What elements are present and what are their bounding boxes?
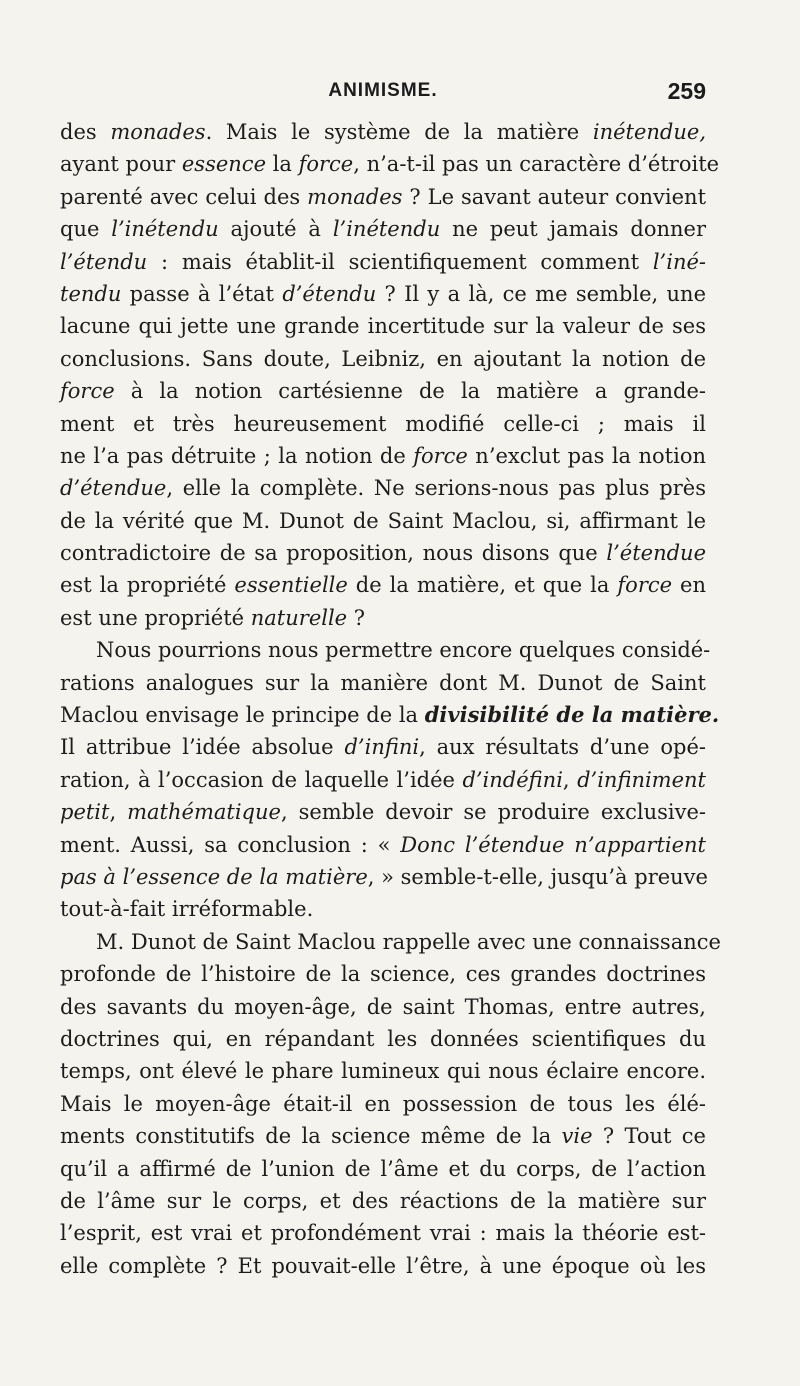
plain-text: ? Le savant auteur convient	[402, 184, 707, 209]
plain-text: ?	[347, 605, 366, 630]
emphasis-text: d’étendu	[282, 281, 377, 306]
text-line	[60, 375, 706, 407]
emphasis-text: monades	[307, 184, 403, 209]
emphasis-text: l’iné-	[652, 249, 706, 274]
text-line	[60, 829, 706, 861]
emphasis-text: monades	[110, 120, 206, 144]
body-text	[60, 116, 721, 1282]
plain-text: l’esprit, est vrai et profondément vrai : mais la théorie est-	[60, 1221, 706, 1246]
plain-text: , semble devoir se produire exclusive-	[280, 800, 706, 825]
plain-text: ration, à l’occasion de laquelle l’idée	[60, 767, 463, 792]
emphasis-text: l’inétendu	[332, 217, 441, 242]
text-line	[60, 958, 706, 990]
text-line	[60, 1185, 706, 1217]
emphasis-text: vie	[561, 1124, 593, 1149]
text-line	[60, 343, 706, 375]
plain-text: ? Tout ce	[592, 1124, 706, 1149]
text-line	[60, 246, 706, 278]
text-line	[60, 408, 706, 440]
plain-text: des savants du moyen-âge, de saint Thomas, entre autres,	[60, 994, 706, 1019]
text-line	[60, 731, 706, 763]
text-line	[60, 634, 711, 666]
plain-text: ment. Aussi, sa conclusion : «	[60, 832, 401, 857]
emphasis-text: pas à l’essence de la matière	[60, 864, 368, 889]
plain-text: est une propriété	[60, 605, 251, 630]
plain-text: ? Il y a là, ce me semble, une	[376, 281, 707, 306]
emphasis-text: petit	[60, 800, 110, 825]
plain-text: ,	[562, 767, 578, 792]
plain-text: ,	[109, 800, 128, 825]
plain-text: M. Dunot de Saint Maclou rappelle avec une connaissance	[96, 929, 721, 954]
emphasis-text: mathématique	[127, 800, 281, 825]
strong-text	[425, 702, 719, 727]
emphasis-text: naturelle	[250, 605, 348, 630]
plain-text: Nous pourrions nous permettre encore quelques considé-	[96, 638, 711, 663]
plain-text: à la notion cartésienne de la matière a grande-	[114, 379, 706, 404]
plain-text: en	[672, 573, 706, 598]
emphasis-text: force	[298, 152, 354, 177]
plain-text: . Mais le système de la matière	[205, 120, 593, 144]
plain-text: contradictoire de sa proposition, nous disons que	[60, 541, 607, 566]
text-line	[60, 893, 706, 925]
plain-text: ne peut jamais donner	[440, 217, 706, 242]
text-line	[60, 796, 706, 828]
plain-text: Il attribue l’idée absolue	[60, 735, 345, 760]
text-line	[60, 991, 706, 1023]
emphasis-text: essentielle	[234, 573, 348, 598]
text-line	[60, 602, 706, 634]
plain-text: ne l’a pas détruite ; la notion de	[60, 443, 414, 468]
text-line	[60, 699, 720, 731]
plain-text: ments constitutifs de la science même de la	[60, 1124, 562, 1149]
page-number: 259	[667, 78, 706, 104]
plain-text: n’exclut pas la notion	[467, 443, 706, 468]
text-line	[60, 148, 720, 180]
text-line	[60, 667, 706, 699]
plain-text: temps, ont élevé le phare lumineux qui nous éclaire encore.	[60, 1059, 706, 1084]
plain-text: , aux résultats d’une opé-	[419, 735, 706, 760]
plain-text: rations analogues sur la manière dont M. Dunot de Saint	[60, 670, 706, 695]
text-line	[60, 310, 706, 342]
emphasis-text: l’étendue	[606, 541, 706, 566]
plain-text: Maclou envisage le principe de la	[60, 703, 425, 728]
plain-text: profonde de l’histoire de la science, ces grandes doctrines	[60, 962, 706, 987]
text-line	[60, 278, 706, 310]
text-line	[60, 116, 706, 148]
text-line	[60, 861, 706, 893]
emphasis-text: l’étendu	[60, 249, 148, 274]
plain-text: passe à l’état	[121, 281, 283, 306]
plain-text: que	[60, 217, 112, 242]
plain-text: ajouté à	[218, 217, 333, 242]
emphasis-text: l’inétendu	[111, 217, 219, 242]
text-line	[60, 1153, 706, 1185]
text-line	[60, 1250, 706, 1282]
plain-text: doctrines qui, en répandant les données scientifiques du	[60, 1026, 706, 1051]
text-line	[60, 181, 706, 213]
text-line	[60, 1217, 706, 1249]
plain-text: de la vérité que M. Dunot de Saint Maclou, si, affirmant le	[60, 508, 706, 533]
page-header	[60, 80, 706, 110]
plain-text: ayant pour	[60, 152, 182, 177]
plain-text: lacune qui jette une grande incertitude sur la valeur de ses	[60, 314, 706, 339]
plain-text: la	[266, 152, 299, 177]
text-line	[60, 1088, 706, 1120]
plain-text: conclusions. Sans doute, Leibniz, en ajoutant la notion de	[60, 346, 706, 371]
plain-text: de l’âme sur le corps, et des réactions de la matière sur	[60, 1188, 706, 1213]
text-line	[60, 1055, 706, 1087]
plain-text: ment et très heureusement modifié celle-ci ; mais il	[60, 411, 706, 436]
text-line	[60, 213, 706, 245]
emphasis-text: divisibilité de la matière.	[424, 702, 720, 728]
text-line	[60, 505, 706, 537]
emphasis-text: Donc l’étendue n’appartient	[400, 832, 707, 857]
plain-text: de la matière, et que la	[347, 573, 618, 598]
emphasis-text: essence	[181, 152, 266, 177]
plain-text: parenté avec celui des	[60, 184, 308, 209]
text-line	[60, 537, 706, 569]
emphasis-text: force	[413, 443, 468, 468]
emphasis-text: d’infiniment	[577, 767, 706, 792]
plain-text: , n’a-t-il pas un caractère d’étroite	[353, 152, 720, 177]
plain-text: qu’il a affirmé de l’union de l’âme et du corps, de l’action	[60, 1156, 706, 1181]
text-line	[60, 1023, 706, 1055]
running-title: ANIMISME.	[328, 80, 438, 101]
plain-text: des	[60, 120, 111, 144]
text-line	[60, 569, 706, 601]
emphasis-text: inétendue,	[592, 120, 706, 144]
plain-text: , elle la complète. Ne serions-nous pas plus près	[166, 476, 706, 501]
emphasis-text: d’étendue	[60, 476, 167, 501]
plain-text: , » semble-t-elle, jusqu’à preuve	[367, 864, 708, 889]
plain-text: : mais établit-il scientifiquement comment	[147, 249, 653, 274]
emphasis-text: d’infini	[344, 735, 420, 760]
text-line	[60, 1120, 706, 1152]
plain-text: tout-à-fait irréformable.	[60, 897, 314, 922]
plain-text: Mais le moyen-âge était-il en possession de tous les élé-	[60, 1091, 706, 1116]
text-line	[60, 926, 721, 958]
text-line	[60, 472, 706, 504]
plain-text: elle complète ? Et pouvait-elle l’être, à une époque où les	[60, 1253, 706, 1278]
emphasis-text: tendu	[60, 281, 122, 306]
plain-text: est la propriété	[60, 573, 235, 598]
emphasis-text: force	[617, 573, 673, 598]
text-line	[60, 440, 706, 472]
emphasis-text: d’indéfini	[462, 767, 563, 792]
emphasis-text: force	[60, 379, 115, 404]
text-line	[60, 764, 706, 796]
